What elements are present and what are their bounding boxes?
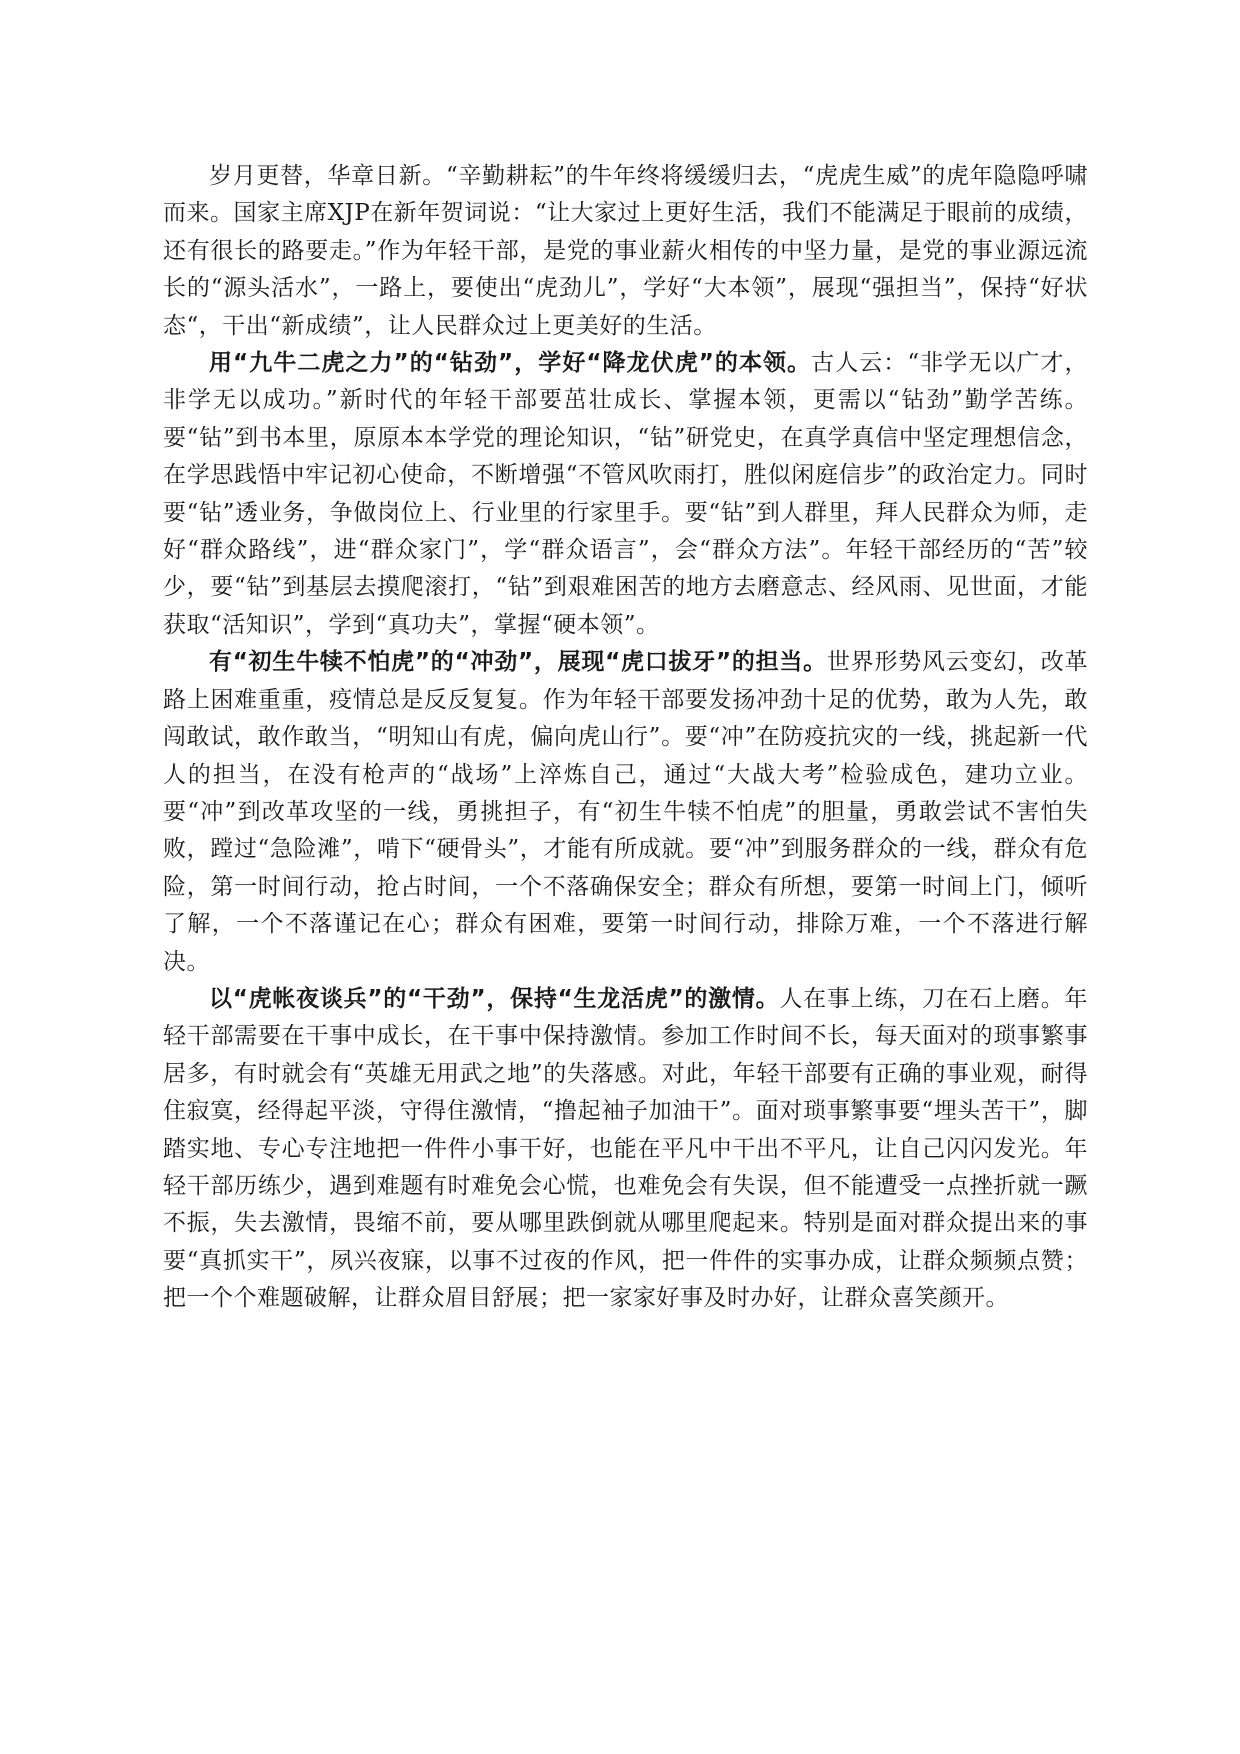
paragraph-text: 古人云：“非学无以广才，非学无以成功。”新时代的年轻干部要茁壮成长、掌握本领，更需以“钻劲”勤学苦练。要“钻”到书本里，原原本本学党的理论知识，“钻”研党史，在真学真信中坚定理想信念，在学思践悟中牢记初心使命，不断增强“不管风吹雨打，胜似闲庭信步”的政治定力。同时要“钻”透业务，争做岗位上、行业里的行家里手。要“钻”到人群里，拜人民群众为师，走好“群众路线”，进“群众家门”，学“群众语言”，会“群众方法”。年轻干部经历的“苦”较少，要“钻”到基层去摸爬滚打，“钻”到艰难困苦的地方去磨意志、经风雨、见世面，才能获取“活知识”，学到“真功夫”，掌握“硬本领”。 [163, 350, 1088, 638]
document-body [163, 158, 1088, 1318]
section-heading: 有“初生牛犊不怕虎”的“冲劲”，展现“虎口拔牙”的担当。 [209, 649, 827, 676]
section-heading: 用“九牛二虎之力”的“钻劲”，学好“降龙伏虎”的本领。 [209, 350, 812, 377]
paragraph-section-3 [163, 981, 1088, 1318]
paragraph-text: 人在事上练，刀在石上磨。年轻干部需要在干事中成长，在干事中保持激情。参加工作时间不长，每天面对的琐事繁事居多，有时就会有“英雄无用武之地”的失落感。对此，年轻干部要有正确的事业观，耐得住寂寞，经得起平淡，守得住激情，“撸起袖子加油干”。面对琐事繁事要“埋头苦干”，脚踏实地、专心专注地把一件件小事干好，也能在平凡中干出不平凡，让自己闪闪发光。年轻干部历练少，遇到难题有时难免会心慌，也难免会有失误，但不能遭受一点挫折就一蹶不振，失去激情，畏缩不前，要从哪里跌倒就从哪里爬起来。特别是面对群众提出来的事要“真抓实干”，夙兴夜寐，以事不过夜的作风，把一件件的实事办成，让群众频频点赞；把一个个难题破解，让群众眉目舒展；把一家家好事及时办好，让群众喜笑颜开。 [163, 985, 1088, 1312]
paragraph-text: 世界形势风云变幻，改革路上困难重重，疫情总是反反复复。作为年轻干部要发扬冲劲十足的优势，敢为人先，敢闯敢试，敢作敢当，“明知山有虎，偏向虎山行”。要“冲”在防疫抗灾的一线，挑起新一代人的担当，在没有枪声的“战场”上淬炼自己，通过“大战大考”检验成色，建功立业。要“冲”到改革攻坚的一线，勇挑担子，有“初生牛犊不怕虎”的胆量，勇敢尝试不害怕失败，蹚过“急险滩”，啃下“硬骨头”，才能有所成就。要“冲”到服务群众的一线，群众有危险，第一时间行动，抢占时间，一个不落确保安全；群众有所想，要第一时间上门，倾听了解，一个不落谨记在心；群众有困难，要第一时间行动，排除万难，一个不落进行解决。 [163, 649, 1088, 975]
paragraph-section-2 [163, 644, 1088, 981]
paragraph-intro [163, 158, 1088, 345]
paragraph-text: 岁月更替，华章日新。“辛勤耕耘”的牛年终将缓缓归去，“虎虎生威”的虎年隐隐呼啸而来。国家主席XJP在新年贺词说：“让大家过上更好生活，我们不能满足于眼前的成绩，还有很长的路要走。”作为年轻干部，是党的事业薪火相传的中坚力量，是党的事业源远流长的“源头活水”，一路上，要使出“虎劲儿”，学好“大本领”，展现“强担当”，保持“好状态“，干出“新成绩”，让人民群众过上更美好的生活。 [163, 163, 1088, 339]
section-heading: 以“虎帐夜谈兵”的“干劲”，保持“生龙活虎”的激情。 [209, 985, 780, 1012]
paragraph-section-1 [163, 345, 1088, 644]
